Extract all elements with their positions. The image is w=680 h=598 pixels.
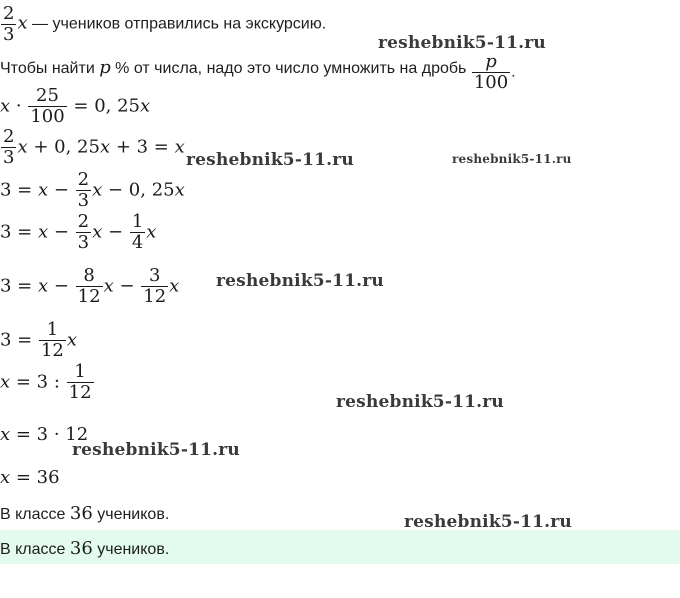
fraction-p-over-100: $\frac{p}{100}$: [473, 51, 509, 93]
equation-line-5: 3 = x − $\frac{8}{12}$ x − $\frac{3}{12}$ x: [0, 265, 180, 307]
equation-line-4: 3 = x − $\frac{2}{3}$ x − $\frac{1}{4}$ x: [0, 211, 157, 253]
fraction-two-thirds: $\frac{2}{3}$: [3, 3, 15, 45]
watermark: reshebnik5-11.ru: [378, 33, 546, 53]
fraction-two-thirds: $\frac{2}{3}$: [3, 126, 15, 168]
watermark: reshebnik5-11.ru: [216, 271, 384, 291]
equation-line-6: 3 = $\frac{1}{12}$ x: [0, 319, 78, 361]
conclusion-line: В классе 36 учеников.: [0, 503, 170, 524]
fraction-25-over-100: $\frac{25}{100}$: [30, 85, 65, 127]
watermark: reshebnik5-11.ru: [72, 440, 240, 460]
fraction-two-thirds: $\frac{2}{3}$: [77, 169, 90, 211]
watermark: reshebnik5-11.ru: [452, 152, 572, 166]
watermark: reshebnik5-11.ru: [186, 150, 354, 170]
fraction-two-thirds: $\frac{2}{3}$: [77, 211, 90, 253]
fraction-1-over-12: $\frac{1}{12}$: [68, 361, 92, 403]
answer-box: [0, 530, 680, 564]
equation-line-9: x = 36: [0, 467, 60, 488]
fraction-3-over-12: $\frac{3}{12}$: [143, 265, 167, 307]
watermark: reshebnik5-11.ru: [404, 512, 572, 532]
fraction-8-over-12: $\frac{8}{12}$: [77, 265, 101, 307]
answer-text: В классе 36 учеников.: [0, 538, 170, 559]
watermark: reshebnik5-11.ru: [336, 392, 504, 412]
equation-line-7: x = 3 : $\frac{1}{12}$: [0, 361, 92, 403]
equation-line-1: x · $\frac{25}{100}$ = 0, 25x: [0, 85, 151, 127]
equation-line-8: x = 3 · 12: [0, 424, 89, 445]
equation-line-2: $\frac{2}{3}$ x + 0, 25x + 3 = x: [3, 126, 185, 168]
fraction-1-over-12: $\frac{1}{12}$: [40, 319, 64, 361]
rule-line: Чтобы найти p % от числа, надо это число умножить на дробь $\frac{p}{100}$ .: [0, 51, 516, 93]
statement-line: $\frac{2}{3}$ x — учеников отправились на экскурсию.: [3, 3, 327, 45]
fraction-one-quarter: $\frac{1}{4}$: [131, 211, 144, 253]
equation-line-3: 3 = x − $\frac{2}{3}$ x − 0, 25x: [0, 169, 185, 211]
